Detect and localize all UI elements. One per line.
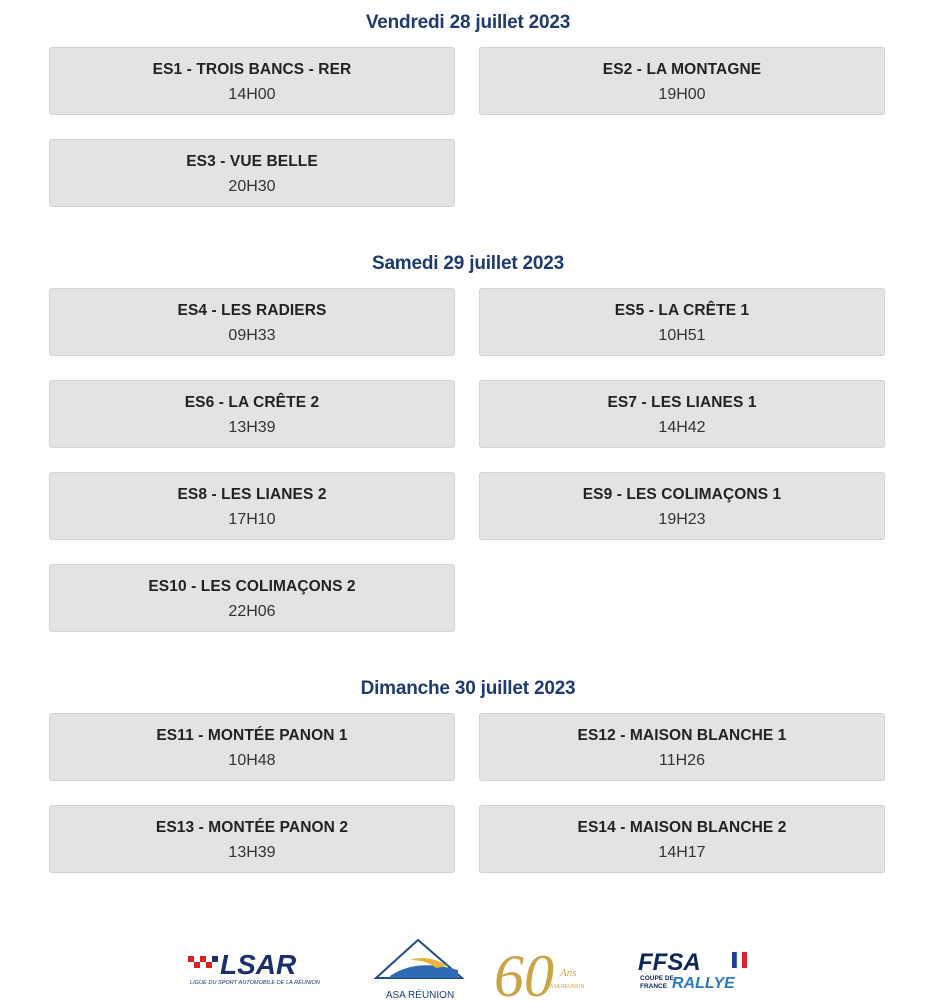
stage-card-es4	[49, 288, 455, 356]
stage-name: ES8 - LES LIANES 2	[177, 486, 327, 503]
svg-text:FRANCE: FRANCE	[640, 983, 668, 990]
stage-time: 10H48	[228, 752, 276, 769]
stage-card-es2	[479, 47, 885, 115]
stage-card-es13	[49, 805, 455, 873]
stage-name: ES7 - LES LIANES 1	[607, 394, 757, 411]
stage-time: 09H33	[228, 327, 276, 344]
stage-card-es8	[49, 472, 455, 540]
day-title-friday: Vendredi 28 juillet 2023	[365, 12, 571, 33]
stage-time: 11H26	[659, 752, 705, 769]
day-title-saturday: Samedi 29 juillet 2023	[371, 253, 565, 274]
lsar-logo	[186, 950, 336, 990]
svg-text:Ans: Ans	[560, 967, 577, 979]
svg-text:COUPE DE: COUPE DE	[640, 975, 674, 982]
stage-card-es6	[49, 380, 455, 448]
stage-time: 13H39	[228, 844, 276, 861]
stage-name: ES1 - TROIS BANCS - RER	[152, 61, 352, 78]
stage-card-es12	[479, 713, 885, 781]
svg-text:FFSA: FFSA	[638, 949, 701, 976]
stage-name: ES9 - LES COLIMAÇONS 1	[582, 486, 782, 503]
stage-name: ES10 - LES COLIMAÇONS 2	[148, 578, 356, 595]
stage-time: 10H51	[658, 327, 706, 344]
anniversary-60-logo	[490, 936, 590, 1002]
stage-card-es1	[49, 47, 455, 115]
svg-text:60: 60	[494, 943, 554, 1002]
stage-card-es10	[49, 564, 455, 632]
stage-name: ES14 - MAISON BLANCHE 2	[577, 819, 787, 836]
stage-time: 19H00	[658, 86, 706, 103]
svg-text:LSAR: LSAR	[220, 950, 297, 980]
stage-card-es14	[479, 805, 885, 873]
stage-name: ES11 - MONTÉE PANON 1	[156, 727, 348, 744]
stage-time: 14H00	[228, 86, 276, 103]
stage-name: ES5 - LA CRÊTE 1	[614, 302, 750, 319]
stage-name: ES12 - MAISON BLANCHE 1	[577, 727, 787, 744]
day-title-sunday: Dimanche 30 juillet 2023	[360, 678, 576, 699]
stage-card-es3	[49, 139, 455, 207]
svg-text:RALLYE: RALLYE	[672, 975, 735, 992]
stage-time: 20H30	[228, 178, 276, 195]
stage-card-es9	[479, 472, 885, 540]
stage-time: 17H10	[228, 511, 276, 528]
asa-reunion-logo	[370, 936, 470, 1002]
stage-name: ES6 - LA CRÊTE 2	[184, 394, 320, 411]
stage-time: 14H42	[658, 419, 706, 436]
stage-name: ES13 - MONTÉE PANON 2	[155, 819, 349, 836]
stage-name: ES2 - LA MONTAGNE	[602, 61, 762, 78]
stage-name: ES3 - VUE BELLE	[186, 153, 318, 170]
checkered-flag-icon	[188, 956, 218, 968]
stage-card-es7	[479, 380, 885, 448]
stage-card-es11	[49, 713, 455, 781]
stage-time: 14H17	[658, 844, 706, 861]
svg-text:ASA RÉUNION: ASA RÉUNION	[385, 990, 455, 1001]
stage-name: ES4 - LES RADIERS	[177, 302, 327, 319]
stage-time: 22H06	[228, 603, 276, 620]
ffsa-rallye-logo	[636, 948, 756, 996]
stage-card-es5	[479, 288, 885, 356]
stage-time: 19H23	[658, 511, 706, 528]
svg-text:ASA RÉUNION: ASA RÉUNION	[550, 984, 585, 990]
sponsor-logos	[0, 930, 936, 1000]
stage-time: 13H39	[228, 419, 276, 436]
svg-text:LIGUE DU SPORT AUTOMOBILE DE L: LIGUE DU SPORT AUTOMOBILE DE LA RÉUNION	[190, 980, 320, 986]
french-flag-icon	[732, 952, 747, 968]
